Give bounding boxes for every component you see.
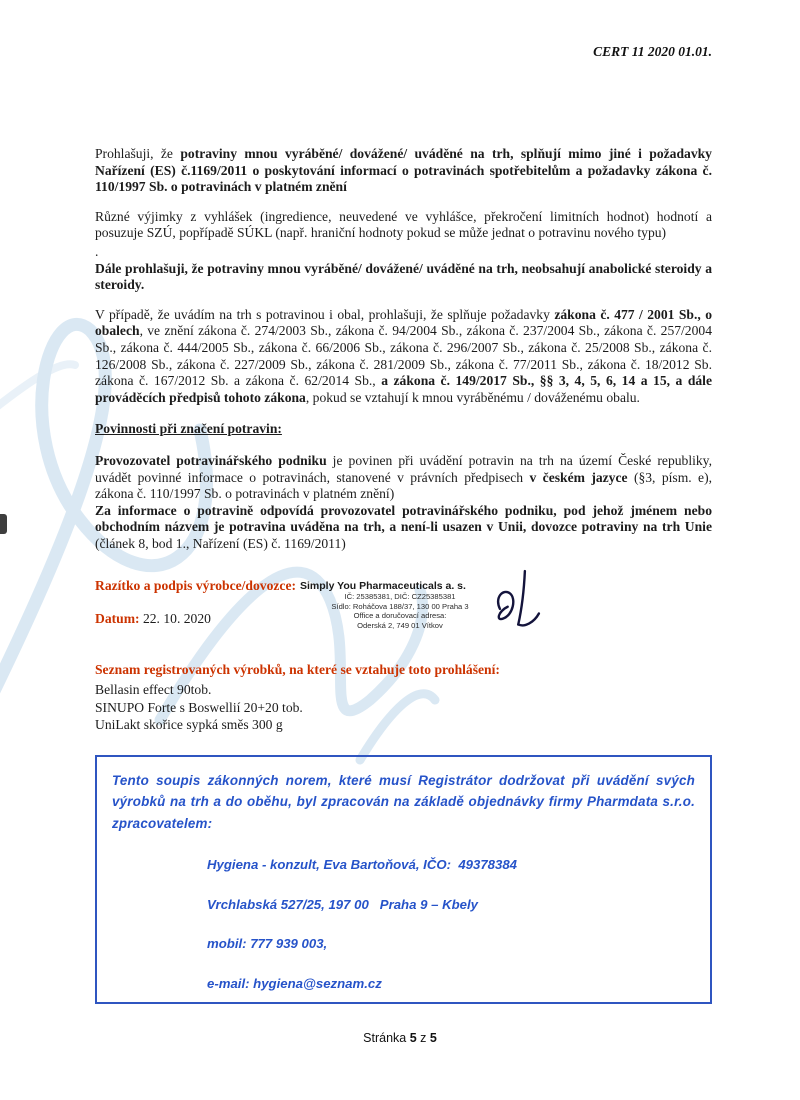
paragraph-exceptions: Různé výjimky z vyhlášek (ingredience, neuvedené ve vyhlášce, překročení limitních hodnot) hodnotí a posuzuje SZÚ, popřípadě SÚKL (např. hraniční hodnoty pokud se může jednat o potravinu nového typu) — [95, 208, 712, 241]
paragraph-operator-duty: Provozovatel potravinářského podniku je povinen při uvádění potravin na trh na území České republiky, uvádět povinné informace o potravinách, stanovené v právních předpisech v českém jazyce (§3, písm. e), zákona č. 110/1997 Sb. o potravinách v platném znění) — [95, 452, 713, 502]
notice-contact-phone: mobil: 777 939 003, — [207, 936, 328, 952]
stamp-labels-column — [95, 578, 300, 656]
product-item: Bellasin effect 90tob. — [95, 682, 212, 698]
product-item: UniLakt skořice sypká směs 300 g — [95, 717, 283, 733]
stamp-and-signature-section — [95, 578, 712, 656]
stamp-company-name: Simply You Pharmaceuticals a. s. — [300, 580, 466, 593]
paragraph-steroids: Dále prohlašuji, že potraviny mnou vyráběné/ dovážené/ uváděné na trh, neobsahují anabolické steroidy a steroidy. — [95, 260, 712, 293]
paragraph-declaration-1: Prohlašuji, že potraviny mnou vyráběné/ dovážené/ uváděné na trh, splňují mimo jiné i požadavky Nařízení (ES) č.1169/2011 o poskytování informací o potravinách spotřebitelům a požadavky zákona č. 110/1997 Sb. o potravinách v platném znění — [95, 146, 712, 195]
notice-contact-address: Vrchlabská 527/25, 197 00 Praha 9 – Kbely — [207, 896, 479, 912]
company-stamp — [300, 578, 712, 656]
products-heading: Seznam registrovaných výrobků, na které se vztahuje toto prohlášení: — [95, 662, 500, 678]
stamp-line-office: Office a doručovací adresa: — [353, 611, 447, 621]
stamp-line-oderska: Oderská 2, 749 01 Vítkov — [357, 620, 443, 630]
document-body — [95, 146, 712, 1004]
product-item: SINUPO Forte s Boswellií 20+20 tob. — [95, 699, 303, 715]
page-footer: Stránka 5 z 5 — [363, 1031, 437, 1045]
section-heading-labeling-duties: Povinnosti při značení potravin: — [95, 421, 282, 437]
registrar-notice-box — [95, 755, 712, 1005]
notice-contact-name: Hygiena - konzult, Eva Bartoňová, IČO: 49378384 — [207, 857, 518, 873]
document-code: CERT 11 2020 01.01. — [593, 44, 712, 59]
stamp-line-ic: IČ: 25385381, DIČ: CZ25385381 — [344, 592, 456, 602]
notice-contact-email: e-mail: hygiena@seznam.cz — [207, 975, 382, 991]
scan-artifact — [0, 514, 7, 534]
handwritten-signature — [485, 568, 555, 634]
stamp-line-sidlo: Sídlo: Roháčova 188/37, 130 00 Praha 3 — [331, 601, 469, 611]
paragraph-packaging-laws: V případě, že uvádím na trh s potravinou i obal, prohlašuji, že splňuje požadavky zákona č. 477 / 2001 Sb., o obalech, ve znění zákona č. 274/2003 Sb., zákona č. 94/2004 Sb., zákona č. 237/2004 Sb., zákona č. 257/2004 Sb., zákona č. 444/2005 Sb., zákona č. 66/2006 Sb., zákona č. 296/2007 Sb., zákona č. 25/2008 Sb., zákona č. 126/2008 Sb., zákona č. 227/2009 Sb., zákona č. 281/2009 Sb., zákona č. 77/2011 Sb., zákona č. 18/2012 Sb. zákona č. 167/2012 Sb. a zákona č. 62/2014 Sb., a zákona č. 149/2017 Sb., §§ 3, 4, 5, 6, 14 a 15, a dále prováděcích předpisů tohoto zákona, pokud se vztahují k mnou vyráběnému / dováženému obalu. — [95, 306, 712, 405]
notice-intro: Tento soupis zákonných norem, které musí Registrátor dodržovat při uvádění svých výrobků na trh a do oběhu, byl zpracován na základě objednávky firmy Pharmdata s.r.o. zpracovatelem: — [112, 772, 695, 831]
stamp-label: Razítko a podpis výrobce/dovozce: — [95, 578, 297, 594]
date-label: Datum: — [95, 611, 140, 627]
date-value: 22. 10. 2020 — [139, 611, 211, 627]
paragraph-responsibility: Za informace o potravině odpovídá provozovatel potravinářského podniku, pod jehož jménem nebo obchodním názvem je potravina uváděna na trh, a není-li usazen v Unii, dovozce potraviny na trh Unie (článek 8, bod 1., Nařízení (ES) č. 1169/2011) — [95, 502, 712, 551]
stray-dot: . — [95, 243, 99, 259]
date-line — [95, 611, 300, 628]
